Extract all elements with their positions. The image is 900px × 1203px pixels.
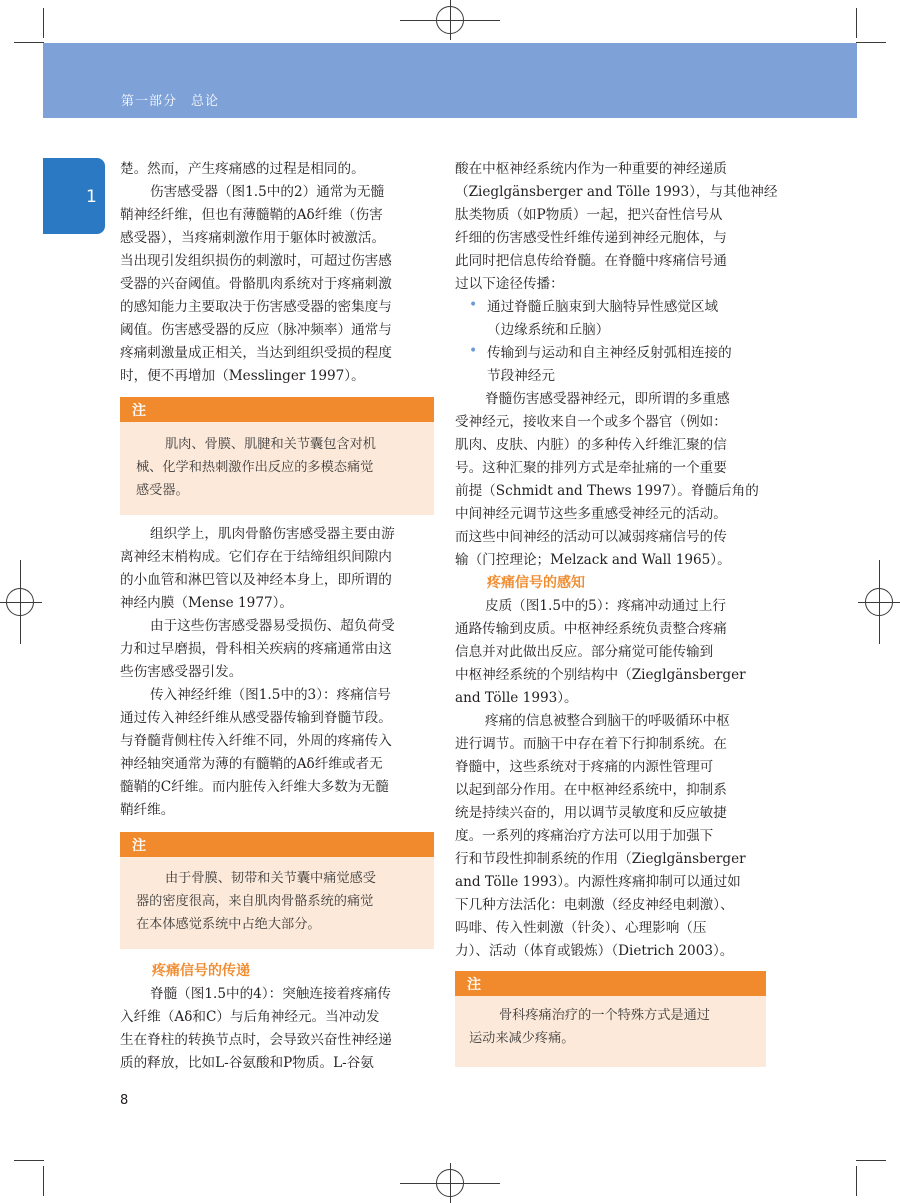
text-line: 脊髓伤害感受器神经元，即所谓的多重感 xyxy=(485,391,730,407)
text-line: 入纤维（Aδ和C）与后角神经元。当冲动发 xyxy=(120,1009,380,1025)
text-line: 号。这种汇聚的排列方式是牵扯痛的一个重要 xyxy=(455,460,727,476)
text-line: 而这些中间神经的活动可以减弱疼痛信号的传 xyxy=(455,529,727,545)
text-line: 前提（Schmidt and Thews 1997）。脊髓后角的 xyxy=(455,483,759,499)
note-line: 器的密度很高，来自肌肉骨骼系统的痛觉 xyxy=(136,894,374,909)
text-line: 离神经末梢构成。它们存在于结缔组织间隙内 xyxy=(120,549,392,565)
text-line: 通路传输到皮质。中枢神经系统负责整合疼痛 xyxy=(455,621,727,637)
text-line: 髓鞘的C纤维。而内脏传入纤维大多数为无髓 xyxy=(120,779,389,795)
chapter-number: 1 xyxy=(86,187,97,207)
text-line: 组织学上，肌肉骨骼伤害感受器主要由游 xyxy=(150,526,395,542)
text-line: 神经轴突通常为薄的有髓鞘的Aδ纤维或者无 xyxy=(120,756,383,772)
bullet-line: 节段神经元 xyxy=(487,368,555,384)
note-line: 骨科疼痛治疗的一个特殊方式是通过 xyxy=(499,1008,710,1023)
text-line: 时，便不再增加（Messlinger 1997）。 xyxy=(120,368,365,384)
note-title: 注 xyxy=(132,403,146,419)
text-line: 脊髓中，这些系统对于疼痛的内源性管理可 xyxy=(455,759,714,775)
note-title: 注 xyxy=(467,977,481,993)
text-line: 力）、活动（体育或锻炼）（Dietrich 2003）。 xyxy=(455,943,734,959)
text-line: 当出现引发组织损伤的刺激时，可超过伤害感 xyxy=(120,253,392,269)
text-line: 度。一系列的疼痛治疗方法可以用于加强下 xyxy=(455,828,714,844)
text-line: 些伤害感受器引发。 xyxy=(120,664,243,680)
text-line: 受神经元，接收来自一个或多个器官（例如： xyxy=(455,414,727,430)
text-line: 统是持续兴奋的，用以调节灵敏度和反应敏捷 xyxy=(455,805,727,821)
text-line: 此同时把信息传给脊髓。在脊髓中疼痛信号通 xyxy=(455,253,727,269)
text-line: 脊髓（图1.5中的4）：突触连接着疼痛传 xyxy=(150,986,391,1002)
note-line: 械、化学和热刺激作出反应的多模态痛觉 xyxy=(136,460,374,475)
text-line: 纤细的伤害感受性纤维传递到神经元胞体，与 xyxy=(455,230,727,246)
text-line: 输（门控理论；Melzack and Wall 1965）。 xyxy=(455,552,731,568)
text-line: 楚。然而，产生疼痛感的过程是相同的。 xyxy=(120,161,365,177)
text-line: 皮质（图1.5中的5）：疼痛冲动通过上行 xyxy=(485,598,726,614)
bullet-icon: • xyxy=(469,343,478,359)
text-line: 的感知能力主要取决于伤害感受器的密集度与 xyxy=(120,299,392,315)
section-heading: 疼痛信号的感知 xyxy=(487,575,585,591)
text-line: 由于这些伤害感受器易受损伤、超负荷受 xyxy=(150,618,395,634)
text-line: 感受器），当疼痛刺激作用于躯体时被激活。 xyxy=(120,230,386,246)
note-line: 肌肉、骨膜、肌腱和关节囊包含对机 xyxy=(165,437,376,452)
text-line: and Tölle 1993）。内源性疼痛抑制可以通过如 xyxy=(455,874,741,890)
text-line: 肽类物质（如P物质）一起，把兴奋性信号从 xyxy=(455,207,723,223)
text-line: 以起到部分作用。在中枢神经系统中，抑制系 xyxy=(455,782,727,798)
text-line: 力和过早磨损，骨科相关疾病的疼痛通常由这 xyxy=(120,641,392,657)
text-line: 传入神经纤维（图1.5中的3）：疼痛信号 xyxy=(150,687,391,703)
text-line: 阈值。伤害感受器的反应（脉冲频率）通常与 xyxy=(120,322,392,338)
note-line: 由于骨膜、韧带和关节囊中痛觉感受 xyxy=(165,871,376,886)
text-line: 生在脊柱的转换节点时，会导致兴奋性神经递 xyxy=(120,1032,392,1048)
note-line: 感受器。 xyxy=(136,483,189,498)
text-line: 肌肉、皮肤、内脏）的多种传入纤维汇聚的信 xyxy=(455,437,727,453)
note-title: 注 xyxy=(132,838,146,854)
text-line: 下几种方法活化：电刺激（经皮神经电刺激）、 xyxy=(455,897,734,913)
text-line: 通过传入神经纤维从感受器传输到脊髓节段。 xyxy=(120,710,392,726)
text-line: 鞘神经纤维，但也有薄髓鞘的Aδ纤维（伤害 xyxy=(120,207,383,223)
text-line: 进行调节。而脑干中存在着下行抑制系统。在 xyxy=(455,736,727,752)
note-header xyxy=(120,832,434,857)
note-header xyxy=(120,397,434,422)
text-line: 受器的兴奋阈值。骨骼肌肉系统对于疼痛刺激 xyxy=(120,276,392,292)
text-line: 中间神经元调节这些多重感受神经元的活动。 xyxy=(455,506,727,522)
text-line: 的小血管和淋巴管以及神经本身上，即所谓的 xyxy=(120,572,392,588)
text-line: 酸在中枢神经系统内作为一种重要的神经递质 xyxy=(455,161,727,177)
running-header: 第一部分 总论 xyxy=(121,94,220,109)
text-line: 鞘纤维。 xyxy=(120,802,175,818)
page-number: 8 xyxy=(120,1093,129,1108)
text-line: 过以下途径传播： xyxy=(455,276,564,292)
text-line: 信息并对此做出反应。部分痛觉可能传输到 xyxy=(455,644,714,660)
text-line: 行和节段性抑制系统的作用（Zieglgänsberger xyxy=(455,851,746,867)
bullet-line: 传输到与运动和自主神经反射弧相连接的 xyxy=(487,345,732,361)
text-line: and Tölle 1993）。 xyxy=(455,690,578,706)
text-line: （Zieglgänsberger and Tölle 1993），与其他神经 xyxy=(455,184,778,200)
text-line: 与脊髓背侧柱传入纤维不同，外周的疼痛传入 xyxy=(120,733,392,749)
text-line: 中枢神经系统的个别结构中（Zieglgänsberger xyxy=(455,667,746,683)
note-line: 运动来减少疼痛。 xyxy=(469,1031,575,1046)
text-line: 吗啡、传入性刺激（针灸）、心理影响（压 xyxy=(455,920,707,936)
text-line: 神经内膜（Mense 1977）。 xyxy=(120,595,294,611)
text-line: 疼痛的信息被整合到脑干的呼吸循环中枢 xyxy=(485,713,730,729)
section-heading: 疼痛信号的传递 xyxy=(152,963,250,979)
text-line: 伤害感受器（图1.5中的2）通常为无髓 xyxy=(150,184,385,200)
note-header xyxy=(455,971,766,996)
text-line: 质的释放，比如L-谷氨酸和P物质。L-谷氨 xyxy=(120,1055,374,1071)
text-line: 疼痛刺激量成正相关，当达到组织受损的程度 xyxy=(120,345,392,361)
note-line: 在本体感觉系统中占绝大部分。 xyxy=(136,917,321,932)
bullet-icon: • xyxy=(469,297,478,313)
bullet-line: （边缘系统和丘脑） xyxy=(487,322,610,338)
bullet-line: 通过脊髓丘脑束到大脑特异性感觉区域 xyxy=(487,299,719,315)
